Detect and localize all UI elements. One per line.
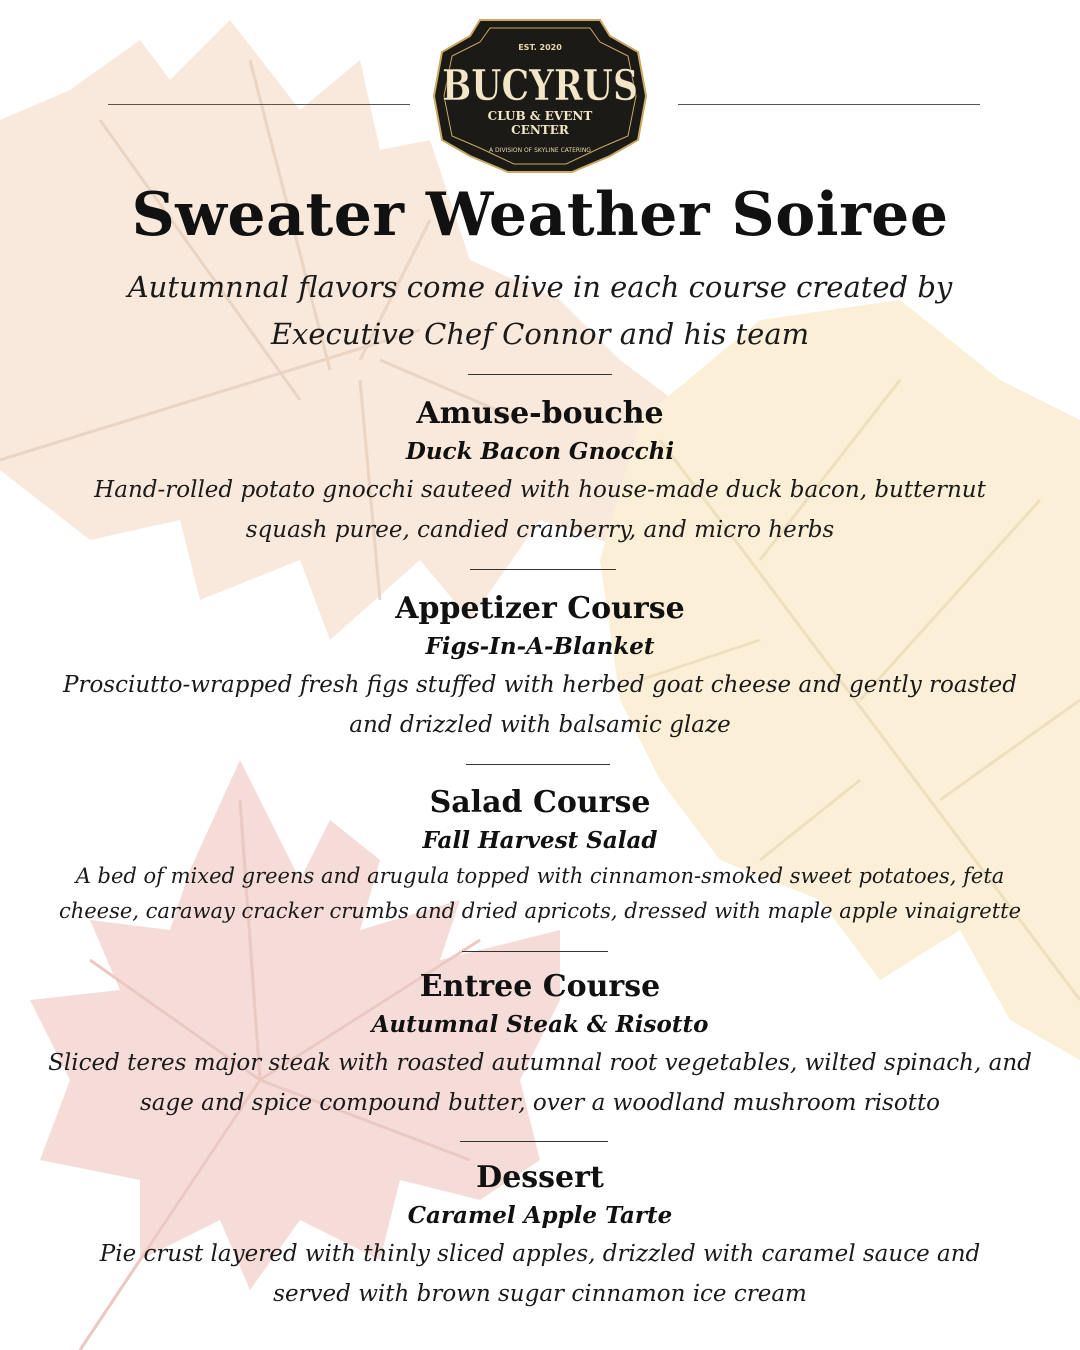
divider (468, 374, 612, 375)
course-title: Salad Course (429, 785, 651, 820)
course-title: Entree Course (419, 969, 661, 1004)
page-title: Sweater Weather Soiree (131, 180, 949, 250)
logo-name: BUCYRUS (442, 61, 638, 110)
logo-division: A DIVISION OF SKYLINE CATERING (489, 147, 591, 154)
dish-description: Pie crust layered with thinly sliced apples, drizzled with caramel sauce and served with brown sugar cinnamon ice cream (99, 1241, 981, 1307)
dish-name: Fall Harvest Salad (422, 827, 658, 854)
dish-name: Autumnal Steak & Risotto (371, 1011, 709, 1038)
dish-description: Prosciutto-wrapped fresh figs stuffed with herbed goat cheese and gently roasted and drizzled with balsamic glaze (62, 672, 1017, 738)
divider (460, 1141, 608, 1142)
page-subtitle: Autumnnal flavors come alive in each course created by Executive Chef Connor and his team (127, 270, 953, 351)
divider (466, 764, 610, 765)
course-section (40, 589, 1040, 745)
course-section (40, 1158, 1040, 1314)
course-section (40, 783, 1040, 929)
dish-name: Duck Bacon Gnocchi (405, 438, 675, 465)
dish-name: Caramel Apple Tarte (407, 1202, 673, 1229)
logo-tagline-1: CLUB & EVENT (487, 109, 593, 123)
dish-description: Sliced teres major steak with roasted autumnal root vegetables, wilted spinach, and sage and spice compound butter, over a woodland mushroom risotto (48, 1050, 1032, 1116)
dish-description: Hand-rolled potato gnocchi sauteed with house-made duck bacon, butternut squash puree, candied cranberry, and micro herbs (94, 477, 986, 543)
dish-description: A bed of mixed greens and arugula topped with cinnamon-smoked sweet potatoes, feta cheese, caraway cracker crumbs and dried apricots, dressed with maple apple vinaigrette (58, 864, 1022, 923)
course-title: Dessert (476, 1160, 604, 1195)
divider (470, 569, 616, 570)
logo-est: EST. 2020 (518, 43, 562, 52)
course-section (40, 967, 1040, 1123)
course-title: Appetizer Course (395, 591, 685, 626)
course-title: Amuse-bouche (416, 396, 664, 431)
header-divider-right (678, 104, 980, 105)
course-section (40, 394, 1040, 550)
bucyrus-logo (432, 16, 648, 176)
dish-name: Figs-In-A-Blanket (425, 633, 655, 660)
logo-tagline-2: CENTER (511, 123, 569, 137)
header-divider-left (108, 104, 410, 105)
divider (462, 951, 608, 952)
